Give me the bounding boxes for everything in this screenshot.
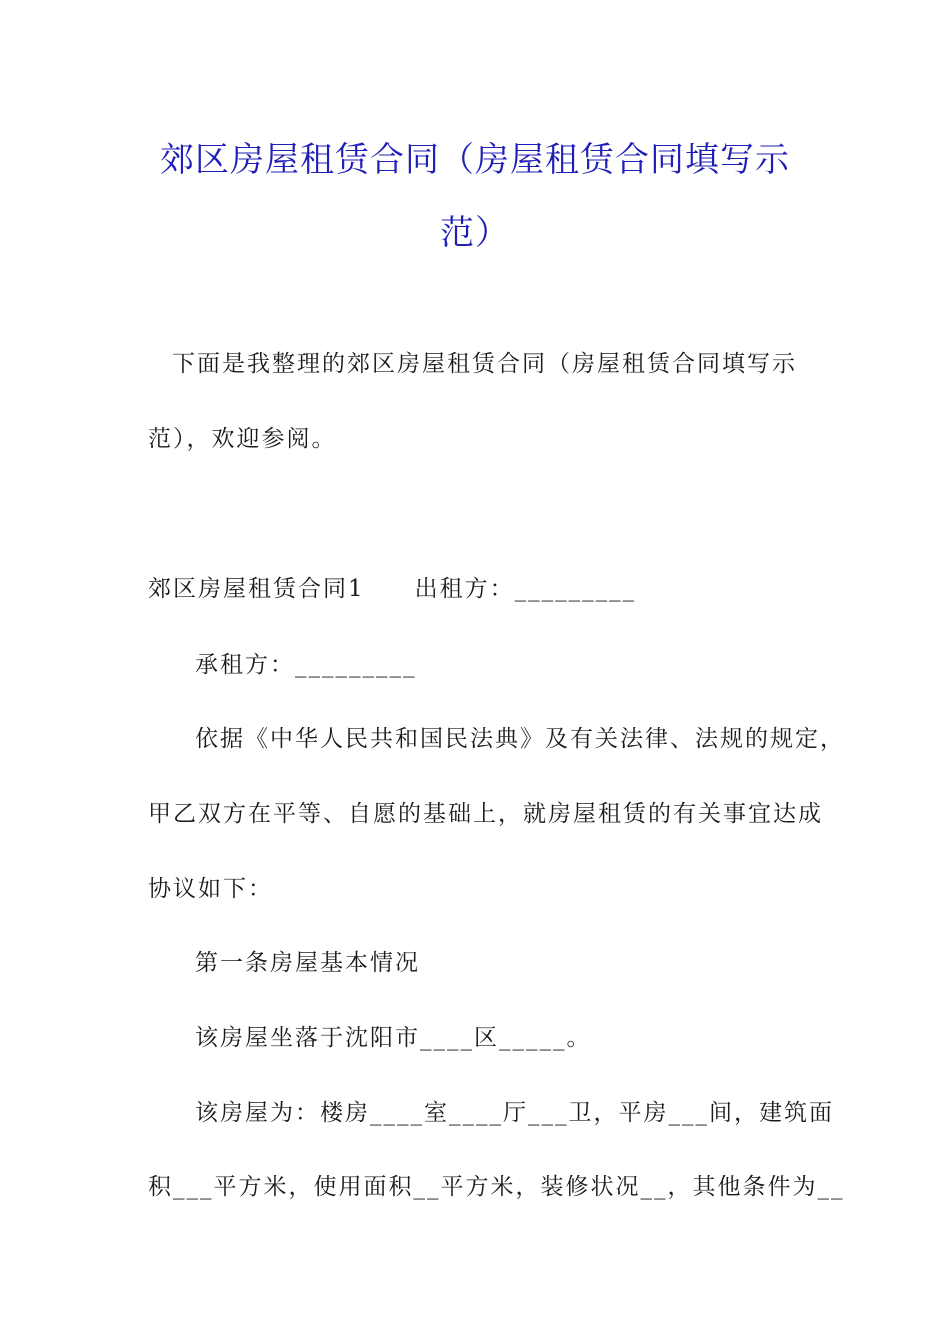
house-details-line-1: 该房屋为：楼房____室____厅___卫，平房___间，建筑面 [195, 1100, 834, 1126]
intro-line-2: 范），欢迎参阅。 [148, 426, 337, 452]
tenant-line: 承租方：_________ [195, 652, 417, 678]
basis-line-2: 甲乙双方在平等、自愿的基础上，就房屋租赁的有关事宜达成 [148, 801, 823, 827]
location-line: 该房屋坐落于沈阳市____区_____。 [195, 1025, 592, 1051]
document-title-line-1: 郊区房屋租赁合同（房屋租赁合同填写示 [160, 140, 790, 180]
intro-line-1: 下面是我整理的郊区房屋租赁合同（房屋租赁合同填写示 [172, 351, 797, 377]
basis-line-3: 协议如下： [148, 876, 273, 902]
article-1-heading: 第一条房屋基本情况 [195, 950, 420, 976]
document-title-line-2: 范） [440, 213, 510, 253]
house-details-line-2: 积___平方米，使用面积__平方米，装修状况__，其他条件为__ [148, 1174, 845, 1200]
contract-heading-line: 郊区房屋租赁合同1 出租方：_________ [148, 576, 637, 602]
basis-line-1: 依据《中华人民共和国民法典》及有关法律、法规的规定， [195, 726, 845, 752]
